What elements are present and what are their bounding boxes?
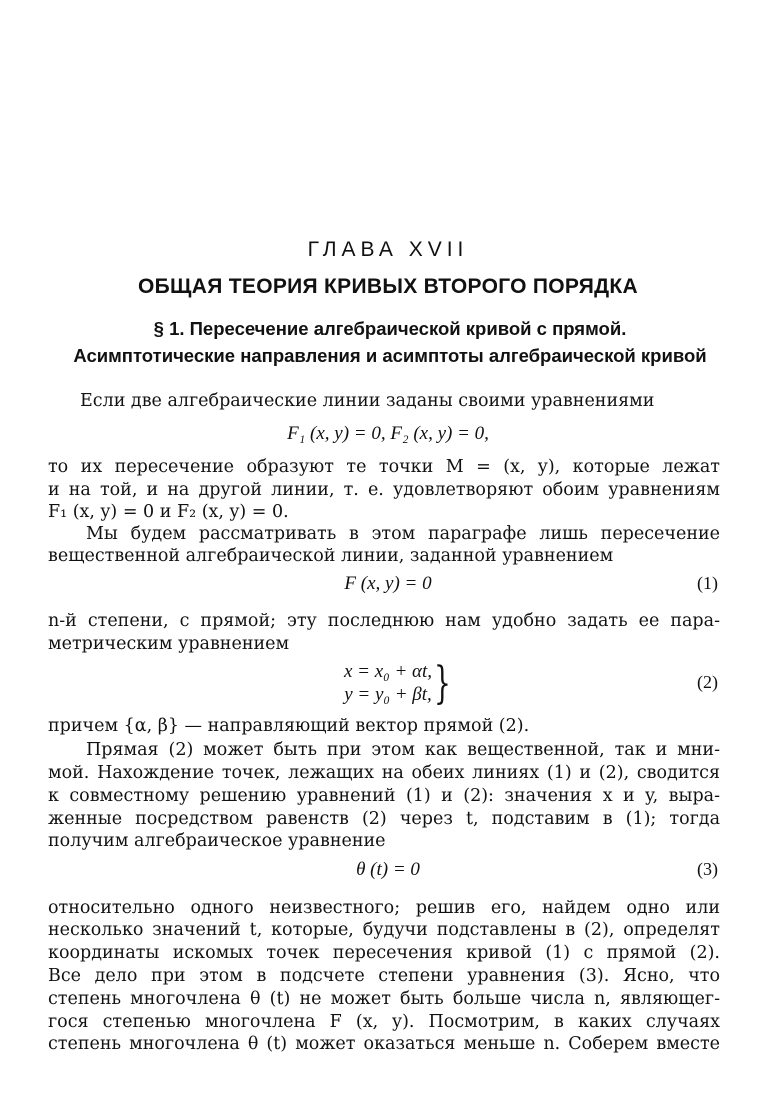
section-heading-line1: § 1. Пересечение алгебраической кривой с прямой. (153, 318, 627, 339)
equation-1-number: (1) (697, 573, 718, 593)
chapter-title: ОБЩАЯ ТЕОРИЯ КРИВЫХ ВТОРОГО ПОРЯДКА (138, 275, 638, 298)
paragraph-line: F₁ (x, y) = 0 и F₂ (x, y) = 0. (48, 502, 289, 522)
equation-2-line2: y = y₀ + βt, (344, 684, 432, 705)
equation-3 (0, 856, 776, 884)
paragraph-line: Мы будем рассматривать в этом параграфе лишь пересечение (86, 524, 720, 544)
paragraph-line: то их пересечение образуют те точки M = (x, y), которые лежат (48, 457, 720, 477)
paragraph-line: гося степенью многочлена F (x, y). Посмотрим, в каких случаях (48, 1012, 720, 1032)
right-brace-symbol: } (434, 658, 451, 709)
paragraph-line: к совместному решению уравнений (1) и (2): значения x и y, выра- (48, 786, 720, 806)
equation-1 (0, 570, 776, 598)
equation-1-body: F (x, y) = 0 (344, 573, 432, 594)
paragraph-line: несколько значений t, которые, будучи подставлены в (2), определят (48, 920, 720, 940)
paragraph-line: степень многочлена θ (t) не может быть больше числа n, являющег- (48, 989, 720, 1009)
equation-3-body: θ (t) = 0 (356, 859, 420, 880)
chapter-label: ГЛАВА XVII (307, 238, 469, 261)
paragraph-line: получим алгебраическое уравнение (48, 831, 386, 851)
paragraph-line: Все дело при этом в подсчете степени уравнения (3). Ясно, что (48, 966, 720, 986)
equation-2-line1: x = x₀ + αt, (343, 661, 433, 682)
formula-system-f1-f2: F₁ (x, y) = 0, F₂ (x, y) = 0, (287, 423, 489, 444)
paragraph-line: относительно одного неизвестного; решив его, найдем одно или (48, 898, 720, 918)
paragraph-line: причем {α, β} — направляющий вектор прямой (2). (48, 716, 530, 736)
equation-3-number: (3) (697, 859, 718, 879)
paragraph-line: и на той, и на другой линии, т. е. удовлетворяют обоим уравнениям (48, 480, 720, 500)
paragraph-line: метрическим уравнением (48, 634, 290, 654)
paragraph-line: Если две алгебраические линии заданы своими уравнениями (80, 391, 655, 411)
paragraph-line: координаты искомых точек пересечения кривой (1) с прямой (2). (48, 943, 720, 963)
equation-2-number: (2) (697, 672, 718, 692)
paragraph-line: n-й степени, с прямой; эту последнюю нам удобно задать ее пара- (48, 611, 720, 631)
paragraph-line: женные посредством равенств (2) через t, подставим в (1); тогда (48, 809, 720, 829)
section-heading-line2: Асимптотические направления и асимптоты алгебраической кривой (73, 345, 707, 366)
paragraph-line: мой. Нахождение точек, лежащих на обеих линиях (1) и (2), сводится (48, 763, 720, 783)
paragraph-line: Прямая (2) может быть при этом как вещественной, так и мни- (86, 740, 720, 760)
paragraph-line: степень многочлена θ (t) может оказаться меньше n. Соберем вместе (48, 1034, 720, 1054)
paragraph-line: вещественной алгебраической линии, заданной уравнением (48, 546, 614, 566)
